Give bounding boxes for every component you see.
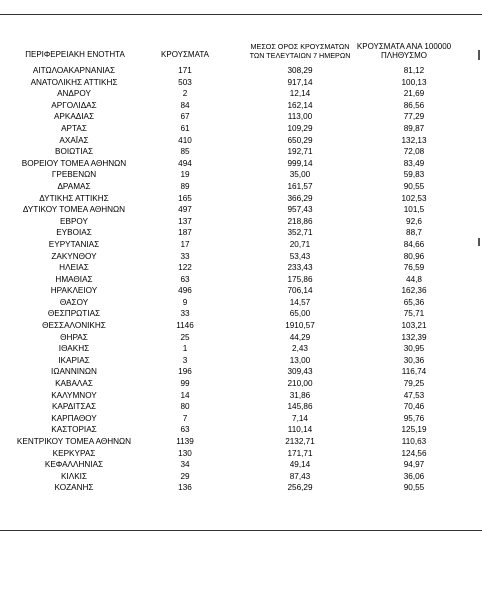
- table-row: [0, 216, 482, 228]
- table-row: [0, 413, 482, 425]
- cases-per-100k-cell: 81,12: [403, 66, 425, 75]
- cases-cell: 67: [180, 112, 190, 122]
- region-cell: ΒΟΡΕΙΟΥ ΤΟΜΕΑ ΑΘΗΝΩΝ: [21, 158, 127, 168]
- table-row: [0, 482, 482, 494]
- region-cell: ΒΟΙΩΤΙΑΣ: [54, 147, 94, 157]
- cases-per-100k-cell: 95,76: [403, 413, 425, 423]
- seven-day-average-cell: 366,29: [287, 193, 313, 203]
- cases-per-100k-cell: 47,53: [403, 390, 425, 400]
- region-cell: ΚΑΡΔΙΤΣΑΣ: [51, 402, 97, 412]
- cases-cell: 63: [180, 425, 190, 435]
- cases-cell: 1: [182, 344, 188, 354]
- table-row: [0, 169, 482, 181]
- seven-day-average-cell: 171,71: [287, 448, 313, 458]
- cases-per-100k-cell: 100,13: [401, 77, 427, 87]
- seven-day-average-cell: 113,00: [287, 112, 313, 122]
- cases-per-100k-cell: 110,63: [401, 437, 427, 446]
- header-cases-per-100k-line2: ΠΛΗΘΥΣΜΟ: [380, 51, 428, 60]
- cases-cell: 3: [182, 355, 188, 365]
- region-cell: ΚΟΖΑΝΗΣ: [54, 483, 94, 493]
- table-row: [0, 297, 482, 309]
- cases-cell: 122: [178, 263, 192, 273]
- header-cases: ΚΡΟΥΣΜΑΤΑ: [161, 50, 209, 59]
- seven-day-average-cell: 210,00: [287, 379, 313, 389]
- cases-cell: 61: [180, 123, 190, 133]
- seven-day-average-cell: 7,14: [292, 413, 308, 423]
- cases-cell: 497: [178, 205, 192, 215]
- region-cell: ΚΕΦΑΛΛΗΝΙΑΣ: [44, 460, 104, 470]
- table-row: [0, 448, 482, 460]
- cases-cell: 165: [178, 193, 192, 203]
- region-cell: ΑΝΑΤΟΛΙΚΗΣ ΑΤΤΙΚΗΣ: [30, 77, 118, 87]
- cases-per-100k-cell: 30,36: [403, 355, 425, 365]
- header-7day-average-line1: ΜΕΣΟΣ ΟΡΟΣ ΚΡΟΥΣΜΑΤΩΝ: [250, 42, 350, 51]
- header-region: ΠΕΡΙΦΕΡΕΙΑΚΗ ΕΝΟΤΗΤΑ: [25, 50, 125, 59]
- cases-cell: 503: [178, 77, 192, 87]
- cases-cell: 19: [180, 170, 190, 180]
- seven-day-average-cell: 87,43: [289, 471, 311, 481]
- region-cell: ΘΕΣΣΑΛΟΝΙΚΗΣ: [42, 321, 106, 331]
- seven-day-average-cell: 12,14: [289, 89, 311, 99]
- region-cell: ΚΕΡΚΥΡΑΣ: [52, 448, 96, 458]
- seven-day-average-cell: 706,14: [287, 286, 313, 296]
- cases-per-100k-cell: 101,5: [403, 205, 425, 215]
- table-row: [0, 424, 482, 436]
- table-row: [0, 343, 482, 355]
- cases-cell: 63: [180, 274, 190, 284]
- table-row: [0, 366, 482, 378]
- cases-cell: 496: [178, 286, 192, 296]
- region-cell: ΑΡΚΑΔΙΑΣ: [53, 112, 95, 122]
- seven-day-average-cell: 957,43: [287, 205, 313, 215]
- table-row: [0, 274, 482, 286]
- table-row: [0, 320, 482, 332]
- region-cell: ΑΡΓΟΛΙΔΑΣ: [51, 100, 97, 110]
- seven-day-average-cell: 14,57: [289, 297, 311, 307]
- cases-per-100k-cell: 132,39: [401, 332, 427, 342]
- cases-cell: 34: [180, 460, 190, 470]
- table-row: [0, 459, 482, 471]
- cases-cell: 80: [180, 402, 190, 412]
- table-row: [0, 227, 482, 239]
- cases-cell: 33: [180, 251, 190, 261]
- header-cases-per-100k: [356, 42, 452, 60]
- cases-per-100k-cell: 92,6: [406, 216, 422, 226]
- cases-per-100k-cell: 83,49: [403, 158, 425, 168]
- cases-per-100k-cell: 80,96: [403, 251, 425, 261]
- cases-per-100k-cell: 162,36: [401, 286, 427, 296]
- seven-day-average-cell: 256,29: [287, 483, 313, 493]
- cases-cell: 1146: [176, 321, 194, 331]
- cases-per-100k-cell: 76,59: [403, 263, 425, 273]
- table-row: [0, 65, 482, 77]
- cases-per-100k-cell: 94,97: [403, 460, 425, 470]
- seven-day-average-cell: 65,00: [289, 309, 311, 319]
- table-row: [0, 401, 482, 413]
- cases-per-100k-cell: 75,71: [403, 309, 425, 319]
- seven-day-average-cell: 233,43: [287, 263, 313, 273]
- seven-day-average-cell: 31,86: [289, 390, 311, 400]
- region-cell: ΙΚΑΡΙΑΣ: [58, 355, 90, 365]
- cases-per-100k-cell: 21,69: [403, 89, 425, 99]
- cases-per-100k-cell: 88,7: [406, 228, 422, 238]
- top-rule: [0, 14, 482, 15]
- cases-cell: 25: [180, 332, 190, 342]
- table-row: [0, 158, 482, 170]
- region-cell: ΘΕΣΠΡΩΤΙΑΣ: [47, 309, 101, 319]
- cases-cell: 14: [180, 390, 190, 400]
- region-cell: ΗΡΑΚΛΕΙΟΥ: [50, 286, 98, 296]
- cases-per-100k-cell: 65,36: [403, 297, 425, 307]
- cases-per-100k-cell: 132,13: [401, 135, 427, 145]
- seven-day-average-cell: 308,29: [287, 66, 313, 75]
- header-7day-average-line2: ΤΩΝ ΤΕΛΕΥΤΑΙΩΝ 7 ΗΜΕΡΩΝ: [249, 51, 351, 60]
- seven-day-average-cell: 162,14: [287, 100, 313, 110]
- region-cell: ΘΗΡΑΣ: [60, 332, 88, 342]
- cases-cell: 17: [180, 239, 190, 249]
- seven-day-average-cell: 1910,57: [285, 321, 315, 331]
- cases-cell: 89: [180, 181, 190, 191]
- cases-per-100k-cell: 124,56: [401, 448, 427, 458]
- seven-day-average-cell: 2,43: [292, 344, 308, 354]
- cases-per-100k-cell: 59,83: [403, 170, 425, 180]
- cases-per-100k-cell: 90,55: [403, 181, 425, 191]
- bottom-rule: [0, 530, 482, 531]
- table-header: [0, 38, 482, 62]
- table-row: [0, 390, 482, 402]
- table-row: [0, 135, 482, 147]
- region-cell: ΑΙΤΩΛΟΑΚΑΡΝΑΝΙΑΣ: [32, 66, 116, 75]
- region-cell: ΔΥΤΙΚΟΥ ΤΟΜΕΑ ΑΘΗΝΩΝ: [22, 205, 126, 215]
- seven-day-average-cell: 13,00: [289, 355, 311, 365]
- seven-day-average-cell: 110,14: [287, 425, 313, 435]
- cases-per-100k-cell: 125,19: [401, 425, 427, 435]
- table-row: [0, 204, 482, 216]
- region-cell: ΔΡΑΜΑΣ: [57, 181, 91, 191]
- table-row: [0, 181, 482, 193]
- region-cell: ΚΑΡΠΑΘΟΥ: [51, 413, 97, 423]
- region-cell: ΗΜΑΘΙΑΣ: [55, 274, 93, 284]
- cases-per-100k-cell: 102,53: [401, 193, 427, 203]
- cases-per-100k-cell: 30,95: [403, 344, 425, 354]
- cases-cell: 7: [182, 413, 188, 423]
- header-cases-per-100k-line1: ΚΡΟΥΣΜΑΤΑ ΑΝΑ 100000: [356, 42, 452, 51]
- table-row: [0, 239, 482, 251]
- region-cell: ΕΒΡΟΥ: [60, 216, 88, 226]
- region-cell: ΙΩΑΝΝΙΝΩΝ: [51, 367, 97, 377]
- region-cell: ΚΑΛΥΜΝΟΥ: [51, 390, 97, 400]
- region-cell: ΓΡΕΒΕΝΩΝ: [51, 170, 97, 180]
- seven-day-average-cell: 192,71: [287, 147, 313, 157]
- seven-day-average-cell: 145,86: [287, 402, 313, 412]
- table-row: [0, 193, 482, 205]
- cases-per-100k-cell: 79,25: [403, 379, 425, 389]
- seven-day-average-cell: 109,29: [287, 123, 313, 133]
- region-cell: ΔΥΤΙΚΗΣ ΑΤΤΙΚΗΣ: [39, 193, 109, 203]
- cases-cell: 9: [182, 297, 188, 307]
- table-row: [0, 308, 482, 320]
- table-body: [0, 65, 482, 494]
- cases-per-100k-cell: 72,08: [403, 147, 425, 157]
- seven-day-average-cell: 49,14: [289, 460, 311, 470]
- table-row: [0, 77, 482, 89]
- cases-per-100k-cell: 70,46: [403, 402, 425, 412]
- seven-day-average-cell: 917,14: [287, 77, 313, 87]
- region-cell: ΚΕΝΤΡΙΚΟΥ ΤΟΜΕΑ ΑΘΗΝΩΝ: [16, 437, 132, 446]
- seven-day-average-cell: 352,71: [287, 228, 313, 238]
- cases-per-100k-cell: 90,55: [403, 483, 425, 493]
- region-cell: ΗΛΕΙΑΣ: [59, 263, 89, 273]
- table-row: [0, 123, 482, 135]
- seven-day-average-cell: 44,29: [289, 332, 311, 342]
- seven-day-average-cell: 650,29: [287, 135, 313, 145]
- table-row: [0, 436, 482, 448]
- table-row: [0, 111, 482, 123]
- table-row: [0, 378, 482, 390]
- table-row: [0, 146, 482, 158]
- table-row: [0, 355, 482, 367]
- cases-cell: 29: [180, 471, 190, 481]
- seven-day-average-cell: 309,43: [287, 367, 313, 377]
- cases-per-100k-cell: 103,21: [401, 321, 427, 331]
- table-row: [0, 471, 482, 483]
- region-cell: ΚΑΣΤΟΡΙΑΣ: [51, 425, 97, 435]
- seven-day-average-cell: 999,14: [287, 158, 313, 168]
- region-cell: ΘΑΣΟΥ: [59, 297, 89, 307]
- cases-cell: 85: [180, 147, 190, 157]
- cases-per-100k-cell: 44,8: [406, 274, 422, 284]
- table-row: [0, 285, 482, 297]
- cases-cell: 137: [178, 216, 192, 226]
- table-row: [0, 100, 482, 112]
- cases-per-100k-cell: 84,66: [403, 239, 425, 249]
- cases-cell: 84: [180, 100, 190, 110]
- table-row: [0, 251, 482, 263]
- cases-cell: 33: [180, 309, 190, 319]
- cases-cell: 130: [178, 448, 192, 458]
- cropped-edge-mark-top: [478, 50, 480, 60]
- seven-day-average-cell: 53,43: [289, 251, 311, 261]
- cases-cell: 171: [178, 66, 192, 75]
- seven-day-average-cell: 35,00: [289, 170, 311, 180]
- cases-per-100k-cell: 36,06: [403, 471, 425, 481]
- region-cell: ΖΑΚΥΝΘΟΥ: [51, 251, 97, 261]
- header-7day-average: [240, 42, 360, 60]
- region-cell: ΑΧΑΪΑΣ: [59, 135, 89, 145]
- table-row: [0, 262, 482, 274]
- region-cell: ΚΑΒΑΛΑΣ: [55, 379, 93, 389]
- region-cell: ΕΥΡΥΤΑΝΙΑΣ: [48, 239, 100, 249]
- region-cell: ΚΙΛΚΙΣ: [60, 471, 87, 481]
- seven-day-average-cell: 218,86: [287, 216, 313, 226]
- cases-cell: 196: [178, 367, 192, 377]
- region-cell: ΑΝΔΡΟΥ: [57, 89, 91, 99]
- cases-cell: 99: [180, 379, 190, 389]
- cases-per-100k-cell: 89,87: [403, 123, 425, 133]
- region-cell: ΙΘΑΚΗΣ: [58, 344, 90, 354]
- cases-per-100k-cell: 116,74: [401, 367, 427, 377]
- cases-cell: 494: [178, 158, 192, 168]
- seven-day-average-cell: 2132,71: [285, 437, 315, 446]
- region-cell: ΕΥΒΟΙΑΣ: [56, 228, 92, 238]
- table-row: [0, 332, 482, 344]
- cases-cell: 410: [178, 135, 192, 145]
- cases-per-100k-cell: 86,56: [403, 100, 425, 110]
- cases-cell: 136: [178, 483, 192, 493]
- region-cell: ΑΡΤΑΣ: [61, 123, 87, 133]
- cases-per-100k-cell: 77,29: [403, 112, 425, 122]
- cases-cell: 187: [178, 228, 192, 238]
- seven-day-average-cell: 161,57: [287, 181, 313, 191]
- cases-cell: 1139: [176, 437, 194, 446]
- table-row: [0, 88, 482, 100]
- seven-day-average-cell: 175,86: [287, 274, 313, 284]
- seven-day-average-cell: 20,71: [289, 239, 311, 249]
- cases-cell: 2: [182, 89, 188, 99]
